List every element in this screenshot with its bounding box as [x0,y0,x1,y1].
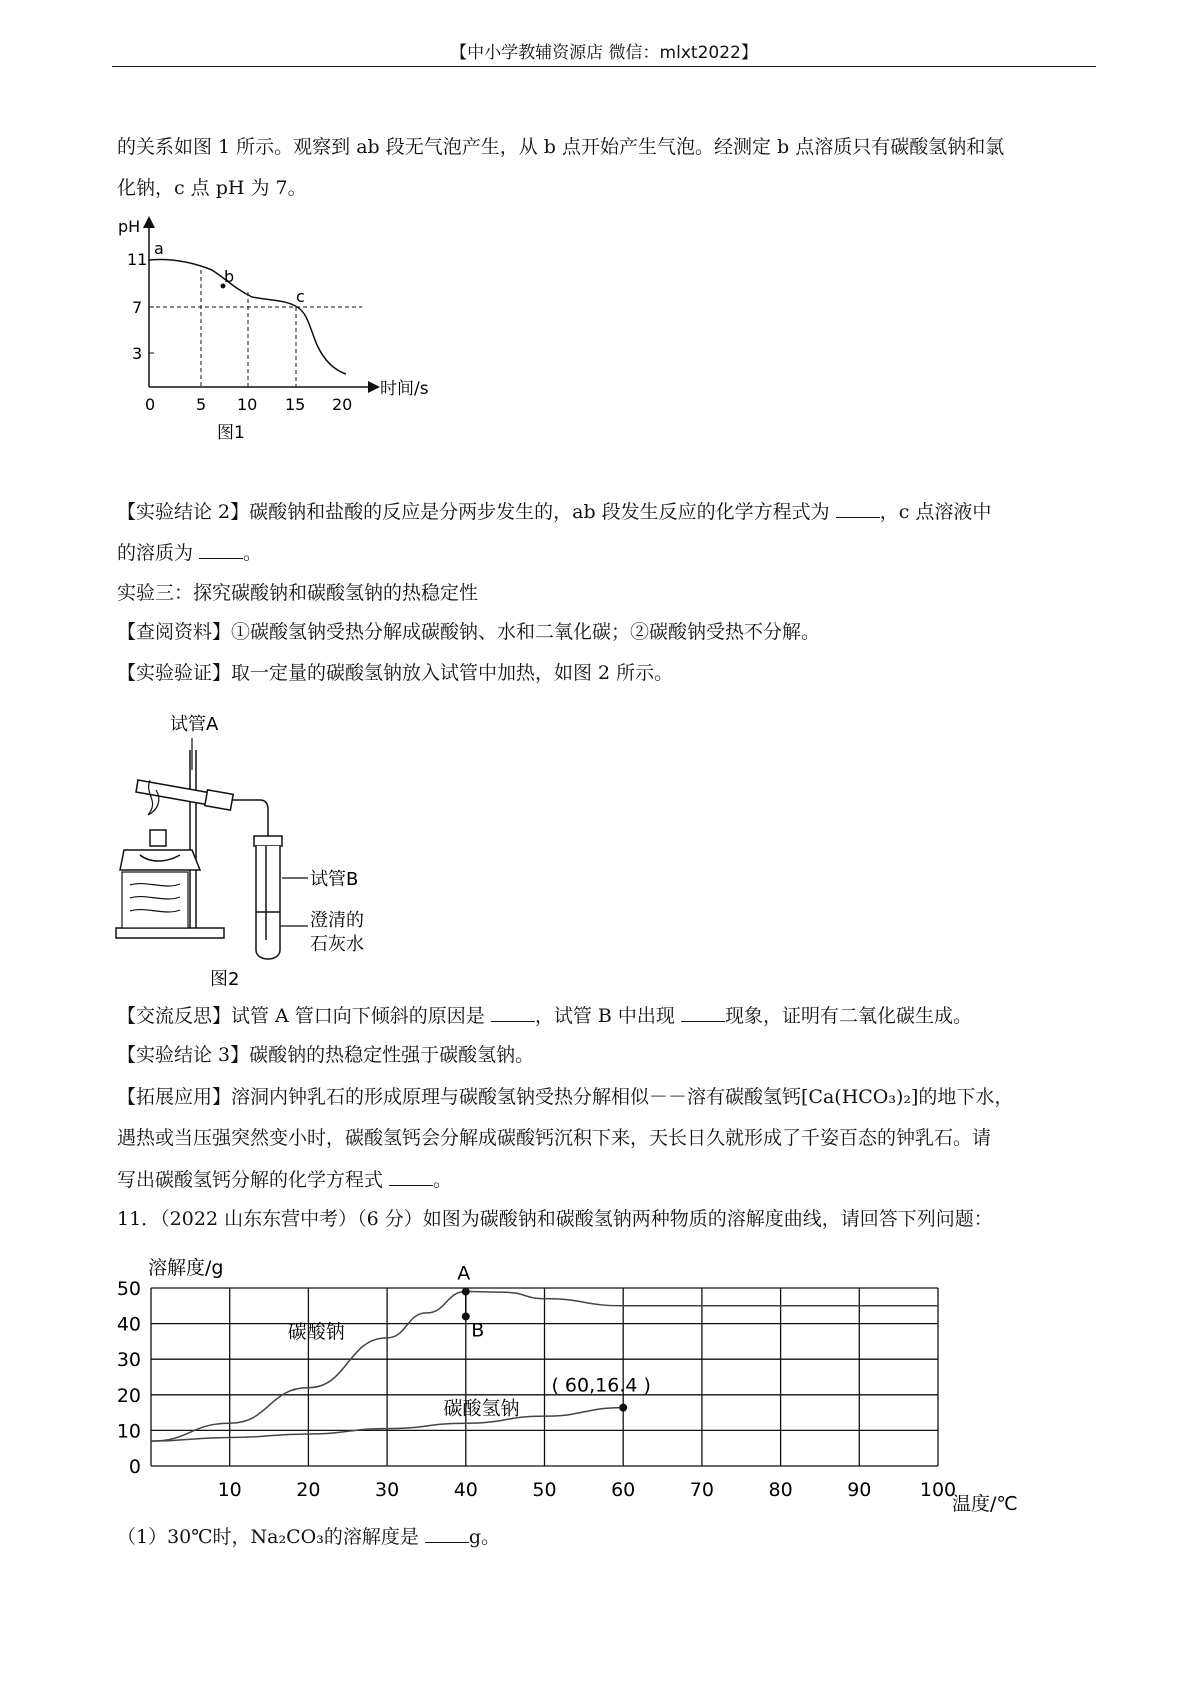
paragraph-line: 的关系如图 1 所示。观察到 ab 段无气泡产生，从 b 点开始产生气泡。经测定 b 点溶质只有碳酸氢钠和氯 [117,136,1005,158]
fig2-label-limewater: 石灰水 [310,934,364,955]
paragraph-line: 【实验验证】取一定量的碳酸氢钠放入试管中加热，如图 2 所示。 [117,662,674,684]
paragraph-line: 11．（2022 山东东营中考）（6 分）如图为碳酸钠和碳酸氢钠两种物质的溶解度曲线，请回答下列问题： [117,1208,993,1230]
paragraph-line: 【实验结论 2】碳酸钠和盐酸的反应是分两步发生的，ab 段发生反应的化学方程式为 ，c 点溶液中 [117,501,992,523]
annotation-label: B [471,1319,485,1342]
y-tick-label: 40 [116,1313,141,1336]
fig1-y-label: pH [118,217,141,236]
chart-marks [457,1263,651,1412]
answer-blank[interactable] [491,1003,535,1022]
figure-2-apparatus [110,700,430,990]
y-tick-label: 20 [116,1384,141,1407]
paragraph-line: 的溶质为 。 [117,542,263,564]
x-tick-label: 100 [919,1479,957,1501]
fig2-caption: 图2 [210,969,240,990]
answer-blank[interactable] [836,499,880,518]
annotation-point [462,1288,470,1296]
solubility-chart [112,1248,1072,1538]
paragraph-line: 【查阅资料】①碳酸氢钠受热分解成碳酸钠、水和二氧化碳；②碳酸钠受热不分解。 [117,621,821,643]
x-tick-label: 50 [532,1479,557,1501]
paragraph-line: （1）30℃时，Na₂CO₃的溶解度是 g。 [117,1526,501,1548]
fig1-ytick: 3 [132,344,143,363]
figure-1-ph-chart [112,210,462,450]
chart-grid [151,1288,938,1466]
answer-blank[interactable] [199,540,243,559]
chart-ticks [117,1278,956,1501]
x-tick-label: 10 [217,1479,242,1501]
chart-x-label: 温度/℃ [952,1493,1018,1515]
chart-y-label: 溶解度/g [148,1257,224,1279]
fig1-x-label: 时间/s [380,379,429,399]
fig1-xtick: 0 [145,395,156,414]
fig1-ytick: 11 [127,250,148,269]
y-tick-label: 10 [116,1420,141,1443]
fig1-point-label: c [296,287,305,306]
paragraph-line: 【交流反思】试管 A 管口向下倾斜的原因是 ，试管 B 中出现 现象，证明有二氧化碳生成。 [117,1005,972,1027]
fig1-ytick: 7 [132,298,143,317]
fig1-dashed-guides [149,270,362,387]
x-tick-label: 90 [847,1479,872,1501]
paragraph-line: 化钠，c 点 pH 为 7。 [117,177,307,199]
annotation-point [462,1312,470,1320]
y-tick-label: 50 [116,1278,141,1300]
annotation-label: A [457,1262,471,1285]
paragraph-line: 实验三：探究碳酸钠和碳酸氢钠的热稳定性 [117,582,479,604]
series-label: 碳酸氢钠 [443,1397,520,1420]
x-tick-label: 30 [375,1479,400,1501]
answer-blank[interactable] [681,1003,725,1022]
wooden-block [122,872,188,928]
answer-blank[interactable] [389,1167,433,1186]
fig1-xtick: 5 [196,395,207,414]
answer-blank[interactable] [425,1524,469,1543]
fig2-label-tube-a: 试管A [170,714,219,735]
paragraph-line: 遇热或当压强突然变小时，碳酸氢钙会分解成碳酸钙沉积下来，天长日久就形成了千姿百态的钟乳石。请 [117,1127,992,1149]
paragraph-line: 写出碳酸氢钙分解的化学方程式 。 [117,1169,453,1191]
fig1-xtick: 10 [237,395,258,414]
x-tick-label: 60 [611,1479,636,1501]
fig1-point-label: a [154,239,164,258]
series-label: 碳酸钠 [287,1320,345,1343]
header-divider [112,66,1096,67]
fig1-caption: 图1 [217,423,245,443]
annotation-label: ( 60,16.4 ) [551,1374,651,1397]
test-tube-b [254,836,282,959]
y-tick-label: 30 [116,1349,141,1372]
fig1-xtick: 15 [285,395,306,414]
fig1-point-label: b [224,267,235,286]
alcohol-lamp [120,830,200,870]
fig2-label-limewater: 澄清的 [310,910,364,931]
y-tick-label: 0 [128,1456,141,1478]
annotation-point [619,1404,627,1412]
fig1-xtick: 20 [332,395,353,414]
paragraph-line: 【拓展应用】溶洞内钟乳石的形成原理与碳酸氢钠受热分解相似－－溶有碳酸氢钙[Ca(HCO₃)₂]的地下水， [117,1086,1014,1108]
x-tick-label: 40 [453,1479,478,1501]
x-tick-label: 70 [689,1479,714,1501]
paragraph-line: 【实验结论 3】碳酸钠的热稳定性强于碳酸氢钠。 [117,1044,535,1066]
page-header: 【中小学教辅资源店 微信：mlxt2022】 [450,43,758,63]
fig2-label-tube-b: 试管B [310,869,359,890]
x-tick-label: 20 [296,1479,321,1501]
x-tick-label: 80 [768,1479,793,1501]
